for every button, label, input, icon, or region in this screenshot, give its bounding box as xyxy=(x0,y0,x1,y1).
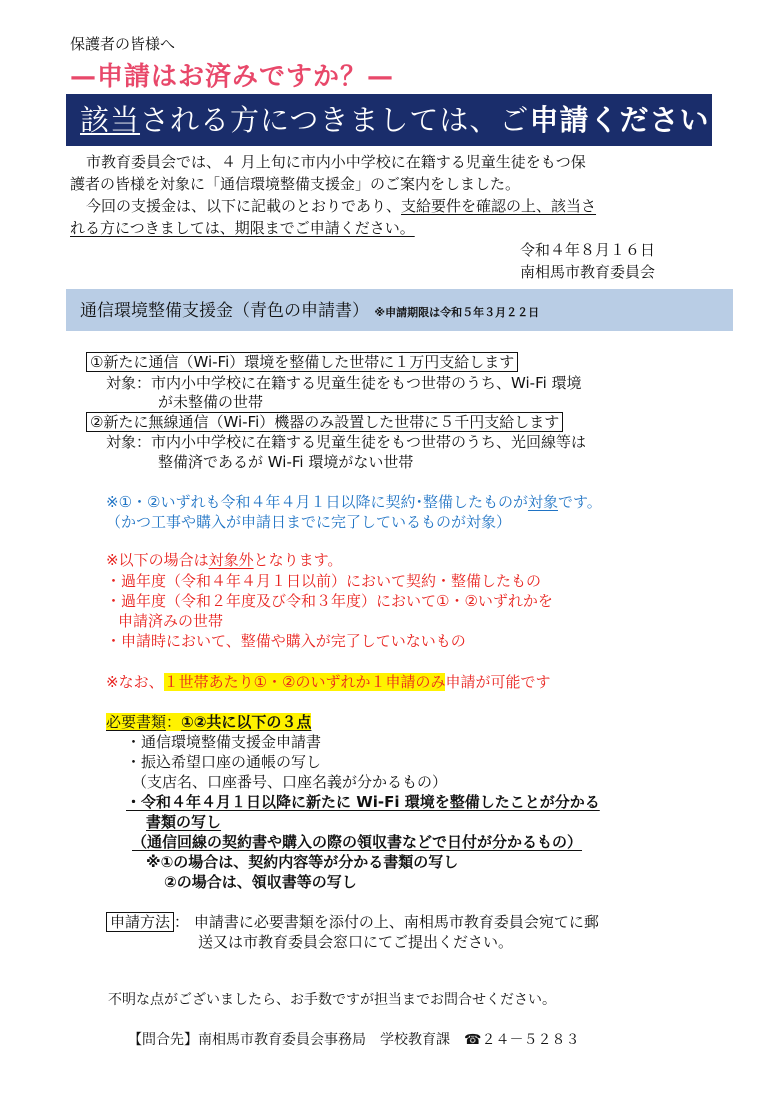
blue-note-a: ※①・②いずれも令和４年４月１日以降に契約･整備したものが xyxy=(106,493,528,511)
documents-colon: ： xyxy=(166,713,182,731)
document-3-line-1-text: ・令和４年４月１日以降に新たに Wi-Fi 環境を整備したことが分かる xyxy=(126,793,600,811)
item-2-title-text: ②新たに無線通信（Wi-Fi）機器のみ設置した世帯に５千円支給します xyxy=(86,412,563,432)
document-2-sub: （支店名、口座番号、口座名義が分かるもの） xyxy=(132,773,448,791)
limit-note-highlight: １世帯あたり①・②のいずれか１申請のみ xyxy=(163,673,446,691)
method-line-1 xyxy=(106,912,599,932)
exclusion-3: ・申請時において、整備や購入が完了していないもの xyxy=(106,632,466,650)
document-3-line-2-text: 書類の写し xyxy=(146,813,222,831)
item-2-target-2: 整備済であるが Wi-Fi 環境がない世帯 xyxy=(158,453,414,471)
intro-line-3-plain: 今回の支援金は、以下に記載のとおりであり、 xyxy=(86,197,402,215)
blue-note-b: です。 xyxy=(557,493,602,511)
banner-bold: 申請 xyxy=(529,103,590,137)
intro-line-3 xyxy=(86,196,596,216)
item-2-target-1: 対象：市内小中学校に在籍する児童生徒をもつ世帯のうち、光回線等は xyxy=(106,433,587,451)
document-3-line-5: ②の場合は、領収書等の写し xyxy=(164,873,357,891)
notice-date: 令和４年８月１６日 xyxy=(520,241,656,259)
exclusion-heading-underlined: 対象外 xyxy=(208,551,254,569)
document-2: ・振込希望口座の通帳の写し xyxy=(126,753,322,771)
banner-mid: される方につきましては、ご xyxy=(140,103,530,137)
banner-pre: 該当 xyxy=(80,103,141,137)
limit-note xyxy=(106,672,551,692)
method-label: 申請方法 xyxy=(106,912,174,932)
item-1-target-2: が未整備の世帯 xyxy=(158,393,264,411)
item-1-target-1: 対象：市内小中学校に在籍する児童生徒をもつ世帯のうち、Wi-Fi 環境 xyxy=(106,374,582,392)
telephone-icon: ☎ xyxy=(464,1032,482,1048)
contact-line xyxy=(128,1030,579,1050)
blue-note-line-2: （かつ工事や購入が申請日までに完了しているものが対象） xyxy=(106,513,512,531)
document-3-line-3 xyxy=(132,832,582,852)
exclusion-heading xyxy=(106,550,342,570)
document-1: ・通信環境整備支援金申請書 xyxy=(126,733,322,751)
documents-heading xyxy=(106,712,311,732)
exclusion-2-line-2: 申請済みの世帯 xyxy=(118,612,224,630)
banner-end: ください xyxy=(589,103,710,137)
notice-issuer: 南相馬市教育委員会 xyxy=(520,263,656,281)
section-title-text: 通信環境整備支援金（青色の申請書） xyxy=(80,301,369,321)
item-1-title-text: ①新たに通信（Wi-Fi）環境を整備した世帯に１万円支給します xyxy=(86,352,518,372)
intro-line-2: 護者の皆様を対象に「通信環境整備支援金」のご案内をしました。 xyxy=(70,175,521,193)
limit-note-pre: ※なお、 xyxy=(106,673,164,691)
blue-note-underlined: 対象 xyxy=(527,493,558,511)
headline: —申請はお済みですか？— xyxy=(70,62,395,92)
deadline-note: ※申請期限は令和５年３月２２日 xyxy=(374,306,540,319)
section-title xyxy=(80,300,539,324)
limit-note-post: 申請が可能です xyxy=(445,673,551,691)
exclusion-1: ・過年度（令和４年４月１日以前）において契約・整備したもの xyxy=(106,572,542,590)
method-line-2: 送又は市教育委員会窓口にてご提出ください。 xyxy=(198,933,514,951)
banner-text xyxy=(80,100,709,140)
closing-text: 不明な点がございましたら、お手数ですが担当までお問合せください。 xyxy=(108,992,556,1008)
document-3-line-1 xyxy=(126,792,600,812)
method-text-1: 申請書に必要書類を添付の上、南相馬市教育委員会宛てに郵 xyxy=(193,913,599,931)
document-3-line-4: ※①の場合は、契約内容等が分かる書類の写し xyxy=(146,853,459,871)
documents-label: 必要書類 xyxy=(106,713,167,731)
blue-note-line-1 xyxy=(106,492,602,512)
contact-text: 【問合先】南相馬市教育委員会事務局 学校教育課 xyxy=(128,1032,450,1048)
intro-line-3-underlined: 支給要件を確認の上、該当さ xyxy=(401,197,597,215)
documents-head: ①②共に以下の３点 xyxy=(181,713,312,731)
document-3-line-2 xyxy=(146,812,221,832)
salutation: 保護者の皆様へ xyxy=(70,35,176,53)
contact-phone: ２４－５２８３ xyxy=(481,1032,580,1048)
item-2-title xyxy=(86,412,563,432)
exclusion-heading-b: となります。 xyxy=(253,551,343,569)
intro-line-4: れる方につきましては、期限までご申請ください。 xyxy=(70,219,415,237)
method-colon: ： xyxy=(174,913,190,931)
intro-line-1: 市教育委員会では、４ 月上旬に市内小中学校に在籍する児童生徒をもつ保 xyxy=(86,153,586,171)
document-3-line-3-text: （通信回線の契約書や購入の際の領収書などで日付が分かるもの） xyxy=(132,833,583,851)
exclusion-heading-a: ※以下の場合は xyxy=(106,551,209,569)
exclusion-2-line-1: ・過年度（令和２年度及び令和３年度）において①・②いずれかを xyxy=(106,592,553,610)
item-1-title xyxy=(86,352,518,372)
